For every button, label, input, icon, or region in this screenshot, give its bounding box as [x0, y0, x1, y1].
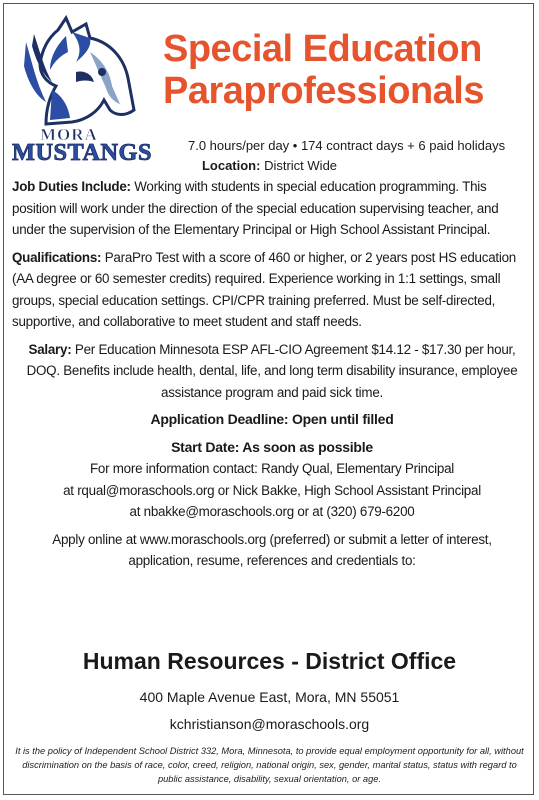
- hr-address: 400 Maple Avenue East, Mora, MN 55051: [139, 689, 400, 705]
- job-duties-label: Job Duties Include:: [12, 179, 131, 194]
- location-label: Location:: [201, 158, 261, 173]
- contact-line1: For more information contact: Randy Qual, Elementary Principal: [89, 461, 455, 476]
- job-title-line1: Special Education: [163, 28, 482, 70]
- job-duties: [12, 176, 532, 241]
- contact-info: [12, 458, 532, 523]
- qualifications: [12, 247, 532, 333]
- apply-line1: Apply online at www.moraschools.org (preferred) or submit a letter of interest,: [52, 531, 492, 547]
- hr-contact: [0, 684, 539, 738]
- salary-text: Per Education Minnesota ESP AFL-CIO Agreement $14.12 - $17.30 per hour, DOQ. Benefits include health, dental, life, and long term disability insurance, employee assistance program and paid sick time.: [26, 341, 518, 400]
- location-value: District Wide: [264, 158, 338, 173]
- contact-line3: at nbakke@moraschools.org or at (320) 679-6200: [129, 504, 415, 519]
- application-deadline: Application Deadline: Open until filled: [150, 411, 394, 427]
- start-date: Start Date: As soon as possible: [171, 438, 373, 455]
- job-title-line2: Paraprofessionals: [163, 70, 484, 112]
- contact-line2: at rqual@moraschools.org or Nick Bakke, High School Assistant Principal: [63, 482, 481, 498]
- schedule-summary: 7.0 hours/per day • 174 contract days + 6 paid holidays: [188, 138, 506, 153]
- qualifications-label: Qualifications:: [12, 249, 102, 265]
- posting-body: [12, 176, 532, 578]
- apply-instructions: [12, 529, 532, 572]
- hr-title: Human Resources - District Office: [82, 648, 457, 674]
- salary-label: Salary:: [28, 341, 72, 357]
- salary: [12, 339, 532, 404]
- qualifications-text: ParaPro Test with a score of 460 or higher, or 2 years post HS education (AA degree or 60 semester credits) required. Experience working in 1:1 settings, small groups, special education settings. CPI/CPR training preferred. Must be self-directed, supportive, and collaborative to meet student and staff needs.: [12, 249, 516, 329]
- hr-email: kchristianson@moraschools.org: [169, 716, 370, 732]
- logo-text-mustangs: MUSTANGS: [12, 140, 152, 162]
- apply-line2: application, resume, references and credentials to:: [128, 553, 416, 568]
- mustang-logo: [6, 12, 158, 162]
- location: [0, 157, 539, 175]
- equal-opportunity-policy: It is the policy of Independent School District 332, Mora, Minnesota, to provide equal employment opportunity for all, without discrimination on the basis of race, color, creed, religion, national origin, sex, gender, marital status, status with regard to public assistance, disability, sexual orientation, or age.: [15, 746, 524, 784]
- job-duties-text: Working with students in special education programming. This position will work under the direction of the special education supervising teacher, and under the supervision of the Elementary Principal or High School Assistant Principal.: [12, 179, 499, 237]
- logo-text-mora: MORA: [40, 125, 98, 144]
- job-title: [163, 28, 535, 112]
